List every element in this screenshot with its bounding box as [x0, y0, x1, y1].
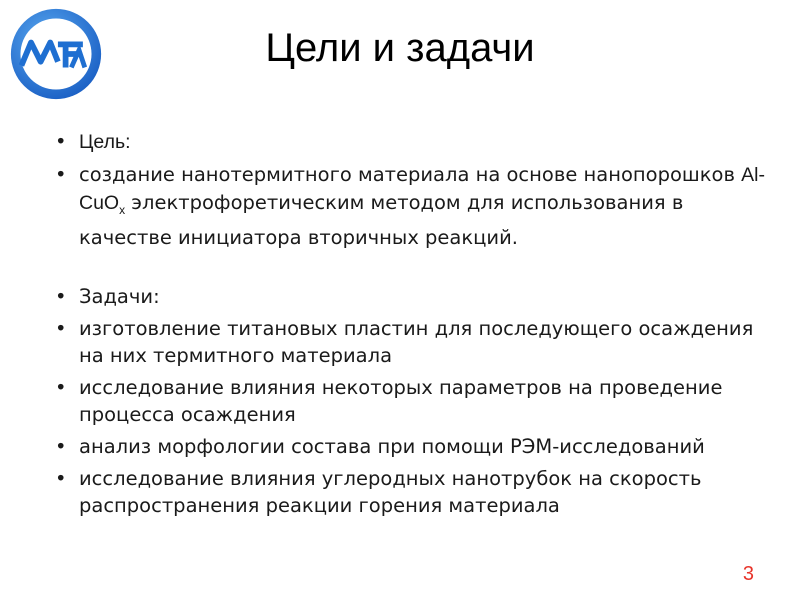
page-number: 3 — [742, 563, 754, 585]
bullet-list — [55, 128, 775, 524]
task-item: • изготовление титановых пластин для последующего осаждения на них термитного материала — [55, 315, 775, 369]
slide-title: Цели и задачи — [265, 26, 535, 70]
tasks-label: • Задачи: — [55, 283, 775, 310]
goal-text: • создание нанотермитного материала на основе нанопорошков Al-CuO$_x$ электрофоретическим методом для использования в качестве инициатора вторичных реакций. — [55, 161, 775, 251]
institute-logo — [8, 6, 104, 102]
goal-label: • Цель: — [55, 128, 775, 156]
task-item: • анализ морфологии состава при помощи РЭМ-исследований — [55, 433, 775, 460]
formula: Al-CuO — [79, 164, 765, 214]
formula-subscript: x — [119, 202, 126, 217]
task-item: • исследование влияния углеродных нанотрубок на скорость распространения реакции горения материала — [55, 465, 775, 519]
task-item: • исследование влияния некоторых параметров на проведение процесса осаждения — [55, 374, 775, 428]
